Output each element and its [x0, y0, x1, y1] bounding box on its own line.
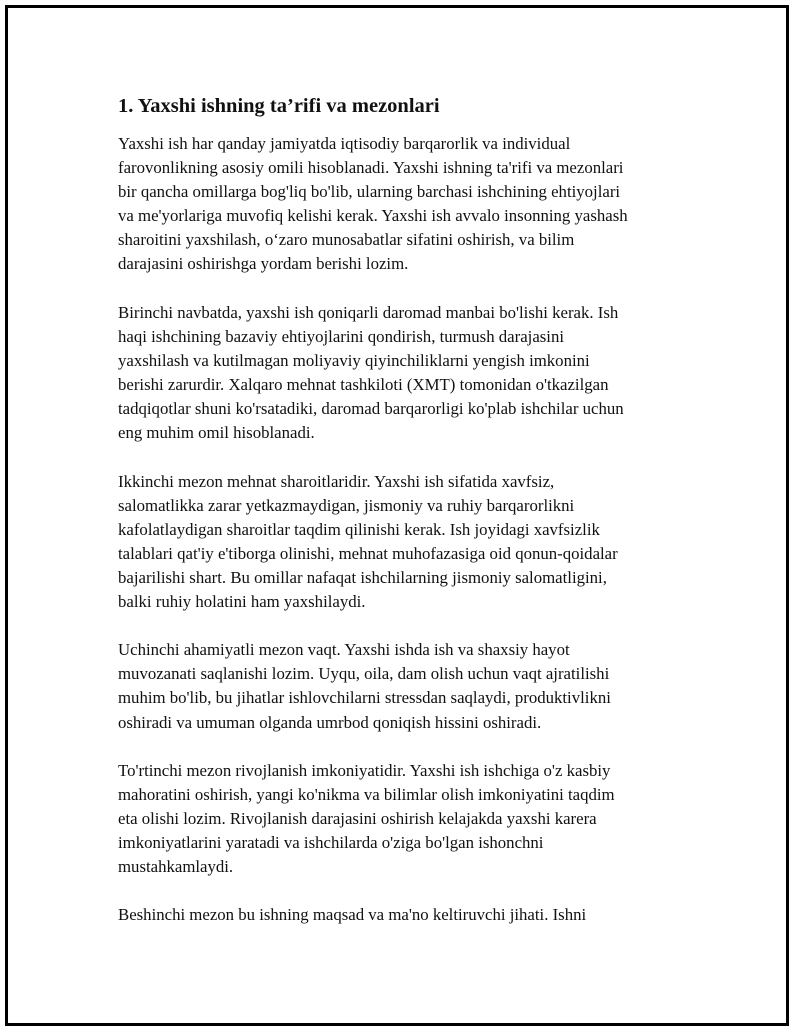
text-line: To'rtinchi mezon rivojlanish imkoniyatidir. Yaxshi ish ishchiga o'z kasbiy [118, 760, 611, 780]
section-heading: 1. Yaxshi ishning ta’rifi va mezonlari [118, 95, 440, 117]
paragraph-first-criterion [118, 301, 688, 446]
text-line: sharoitini yaxshilash, o‘zaro munosabatlar sifatini oshirish, va bilim [118, 230, 575, 250]
text-line: farovonlikning asosiy omili hisoblanadi. Yaxshi ishning ta'rifi va mezonlari [118, 158, 624, 178]
text-line: balki ruhiy holatini ham yaxshilaydi. [118, 591, 366, 611]
text-line: kafolatlaydigan sharoitlar taqdim qilinishi kerak. Ish joyidagi xavfsizlik [118, 519, 600, 539]
text-line: yaxshilash va kutilmagan moliyaviy qiyinchiliklarni yengish imkonini [118, 350, 590, 370]
text-line: talablari qat'iy e'tiborga olinishi, mehnat muhofazasiga oid qonun-qoidalar [118, 543, 618, 563]
paragraph-fourth-criterion [118, 759, 688, 879]
text-line: Ikkinchi mezon mehnat sharoitlaridir. Yaxshi ish sifatida xavfsiz, [118, 471, 555, 491]
text-line: tadqiqotlar shuni ko'rsatadiki, daromad barqarorligi ko'plab ishchilar uchun [118, 399, 624, 419]
text-line: eta olishi lozim. Rivojlanish darajasini oshirish kelajakda yaxshi karera [118, 809, 597, 828]
paragraph-fifth-criterion [118, 903, 688, 927]
text-line: oshiradi va umuman olganda umrbod qoniqish hissini oshiradi. [118, 712, 542, 732]
text-line: muvozanati saqlanishi lozim. Uyqu, oila, dam olish uchun vaqt ajratilishi [118, 664, 610, 684]
text-line: Uchinchi ahamiyatli mezon vaqt. Yaxshi ishda ish va shaxsiy hayot [118, 640, 570, 660]
text-line: salomatlikka zarar yetkazmaydigan, jismoniy va ruhiy barqarorlikni [118, 495, 575, 515]
text-line: mahoratini oshirish, yangi ko'nikma va bilimlar olish imkoniyatini taqdim [118, 784, 615, 804]
text-line: mustahkamlaydi. [118, 857, 234, 877]
text-line: darajasini oshirishga yordam berishi lozim. [118, 254, 409, 274]
text-line: Yaxshi ish har qanday jamiyatda iqtisodiy barqarorlik va individual [118, 134, 571, 153]
text-line: Birinchi navbatda, yaxshi ish qoniqarli daromad manbai bo'lishi kerak. Ish [118, 302, 619, 322]
text-line: haqi ishchining bazaviy ehtiyojlarini qondirish, turmush darajasini [118, 326, 565, 346]
text-line: imkoniyatlarini yaratadi va ishchilarda o'ziga bo'lgan ishonchni [118, 833, 544, 853]
text-line: muhim bo'lib, bu jihatlar ishlovchilarni stressdan saqlaydi, produktivlikni [118, 688, 611, 708]
paragraph-second-criterion [118, 470, 688, 615]
text-line: va me'yorlariga muvofiq kelishi kerak. Yaxshi ish avvalo insonning yashash [118, 206, 628, 226]
document-body [118, 92, 688, 952]
text-line: bir qancha omillarga bog'liq bo'lib, ularning barchasi ishchining ehtiyojlari [118, 182, 621, 202]
text-line: eng muhim omil hisoblanadi. [118, 423, 315, 443]
paragraph-intro [118, 132, 688, 277]
paragraph-third-criterion [118, 638, 688, 734]
text-line: Beshinchi mezon bu ishning maqsad va ma'no keltiruvchi jihati. Ishni [118, 905, 587, 925]
text-line: bajarilishi shart. Bu omillar nafaqat ishchilarning jismoniy salomatligini, [118, 567, 607, 587]
text-line: berishi zarurdir. Xalqaro mehnat tashkiloti (XMT) tomonidan o'tkazilgan [118, 375, 609, 395]
